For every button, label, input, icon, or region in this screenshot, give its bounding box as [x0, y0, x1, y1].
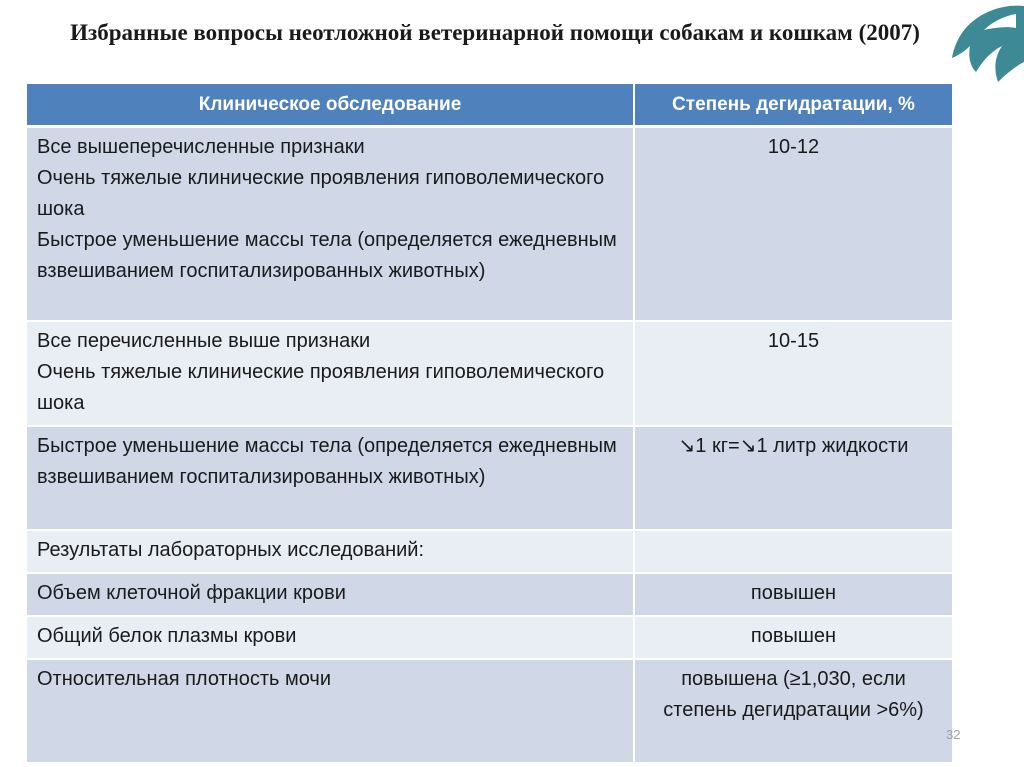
slide-title: Избранные вопросы неотложной ветеринарной помощи собакам и кошкам (2007) [70, 20, 920, 45]
exam-cell [27, 573, 634, 616]
degree-cell: повышена (≥1,030, если степень дегидратации >6%) [634, 659, 952, 763]
exam-line: Быстрое уменьшение массы тела (определяется ежедневным взвешиванием госпитализированных животных) [37, 229, 617, 282]
exam-line: Объем клеточной фракции крови [37, 582, 346, 604]
table-row [27, 127, 952, 322]
exam-cell [27, 659, 634, 763]
table-row [27, 426, 952, 530]
exam-cell [27, 426, 634, 530]
dehydration-table [27, 84, 952, 764]
table-row [27, 659, 952, 763]
degree-cell: 10-15 [634, 321, 952, 426]
exam-cell [27, 321, 634, 426]
exam-line: Очень тяжелые клинические проявления гиповолемического шока [37, 167, 605, 220]
table-row [27, 321, 952, 426]
table-row [27, 530, 952, 573]
exam-line: Общий белок плазмы крови [37, 625, 297, 647]
exam-line: Все вышеперечисленные признаки [37, 136, 365, 158]
exam-cell [27, 530, 634, 573]
degree-cell: повышен [634, 573, 952, 616]
table-row [27, 616, 952, 659]
degree-cell [634, 530, 952, 573]
slide-number: 32 [946, 727, 961, 742]
degree-cell: ↘1 кг=↘1 литр жидкости [634, 426, 952, 530]
degree-cell: повышен [634, 616, 952, 659]
exam-line: Быстрое уменьшение массы тела (определяется ежедневным взвешиванием госпитализированных животных) [37, 435, 617, 488]
exam-line: Относительная плотность мочи [37, 668, 331, 690]
exam-line: Все перечисленные выше признаки [37, 330, 371, 352]
exam-cell [27, 127, 634, 322]
exam-line: Результаты лабораторных исследований: [37, 539, 425, 561]
table-header-row [27, 84, 952, 127]
column-header-degree: Степень дегидратации, % [634, 84, 952, 127]
column-header-exam: Клиническое обследование [27, 84, 634, 127]
table-row [27, 573, 952, 616]
exam-line: Очень тяжелые клинические проявления гиповолемического шока [37, 361, 605, 414]
horse-head-logo-icon [924, 0, 1024, 90]
degree-cell: 10-12 [634, 127, 952, 322]
exam-cell [27, 616, 634, 659]
